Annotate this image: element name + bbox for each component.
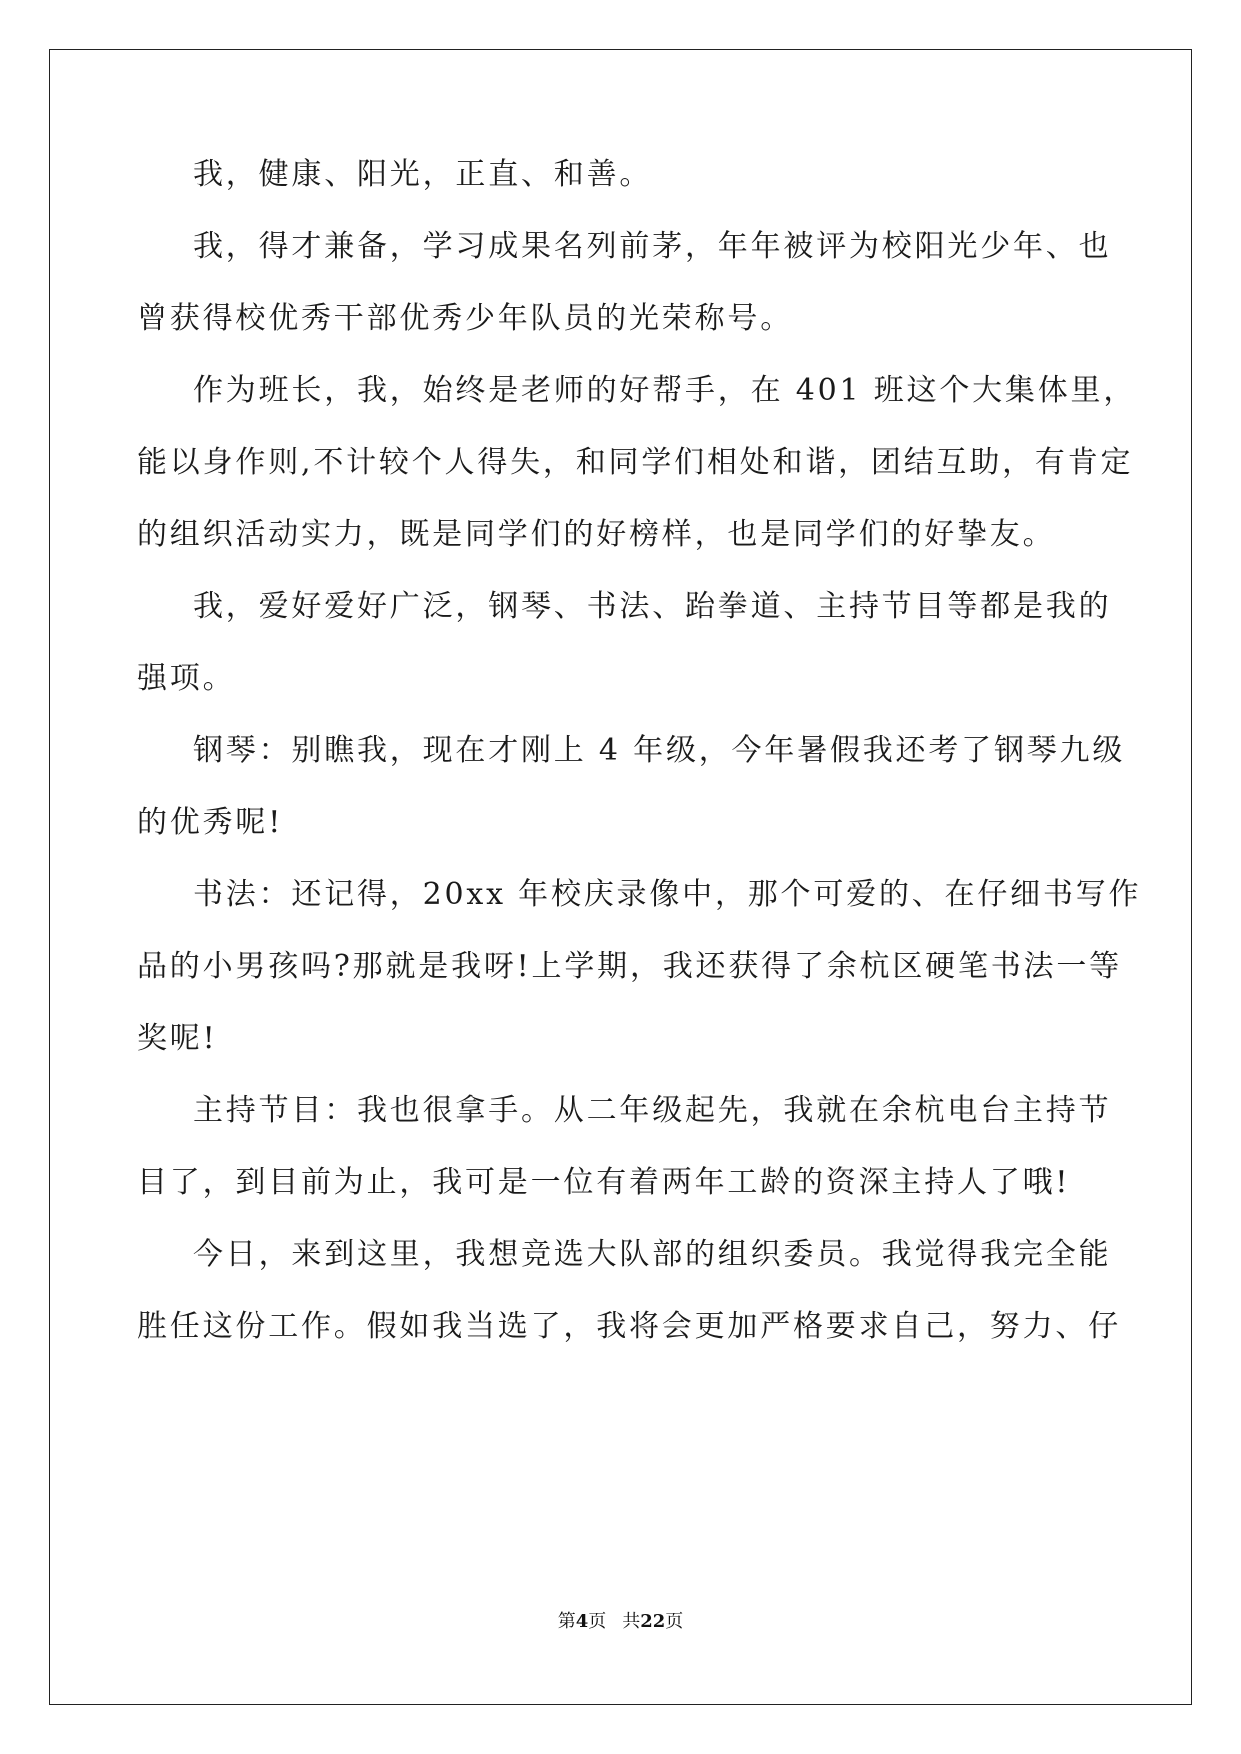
paragraph-line: 胜任这份工作。假如我当选了，我将会更加严格要求自己，努力、仔: [137, 1309, 1121, 1344]
paragraph-line: 我，爱好爱好广泛，钢琴、书法、跆拳道、主持节目等都是我的: [193, 589, 1112, 624]
paragraph-line: 作为班长，我，始终是老师的好帮手，在 401 班这个大集体里，: [193, 373, 1137, 408]
page-prefix: 第: [557, 1611, 576, 1632]
total-suffix: 页: [665, 1611, 684, 1632]
paragraph-line: 书法：还记得，20xx 年校庆录像中，那个可爱的、在仔细书写作: [193, 877, 1142, 912]
paragraph-line: 我，得才兼备，学习成果名列前茅，年年被评为校阳光少年、也: [193, 229, 1112, 264]
paragraph-line: 的组织活动实力，既是同学们的好榜样，也是同学们的好挚友。: [137, 517, 1056, 552]
paragraph-line: 我，健康、阳光，正直、和善。: [193, 157, 653, 192]
paragraph-line: 强项。: [137, 661, 236, 696]
paragraph-line: 主持节目：我也很拿手。从二年级起先，我就在余杭电台主持节: [193, 1093, 1112, 1128]
paragraph-line: 品的小男孩吗?那就是我呀!上学期，我还获得了余杭区硬笔书法一等: [137, 949, 1122, 984]
total-prefix: 共: [622, 1611, 641, 1632]
paragraph-line: 奖呢!: [137, 1021, 218, 1056]
total-pages: 22: [640, 1611, 666, 1632]
paragraph-line: 曾获得校优秀干部优秀少年队员的光荣称号。: [137, 301, 793, 336]
page-suffix: 页: [588, 1611, 607, 1632]
paragraph-line: 今日，来到这里，我想竞选大队部的组织委员。我觉得我完全能: [193, 1237, 1112, 1272]
page-number: 4: [575, 1611, 589, 1632]
page-footer: [0, 1610, 1241, 1634]
paragraph-line: 能以身作则,不计较个人得失，和同学们相处和谐，团结互助，有肯定: [137, 445, 1134, 480]
paragraph-line: 钢琴：别瞧我，现在才刚上 4 年级，今年暑假我还考了钢琴九级: [193, 733, 1126, 768]
paragraph-line: 的优秀呢!: [137, 805, 284, 840]
paragraph-line: 目了，到目前为止，我可是一位有着两年工龄的资深主持人了哦!: [137, 1165, 1071, 1200]
